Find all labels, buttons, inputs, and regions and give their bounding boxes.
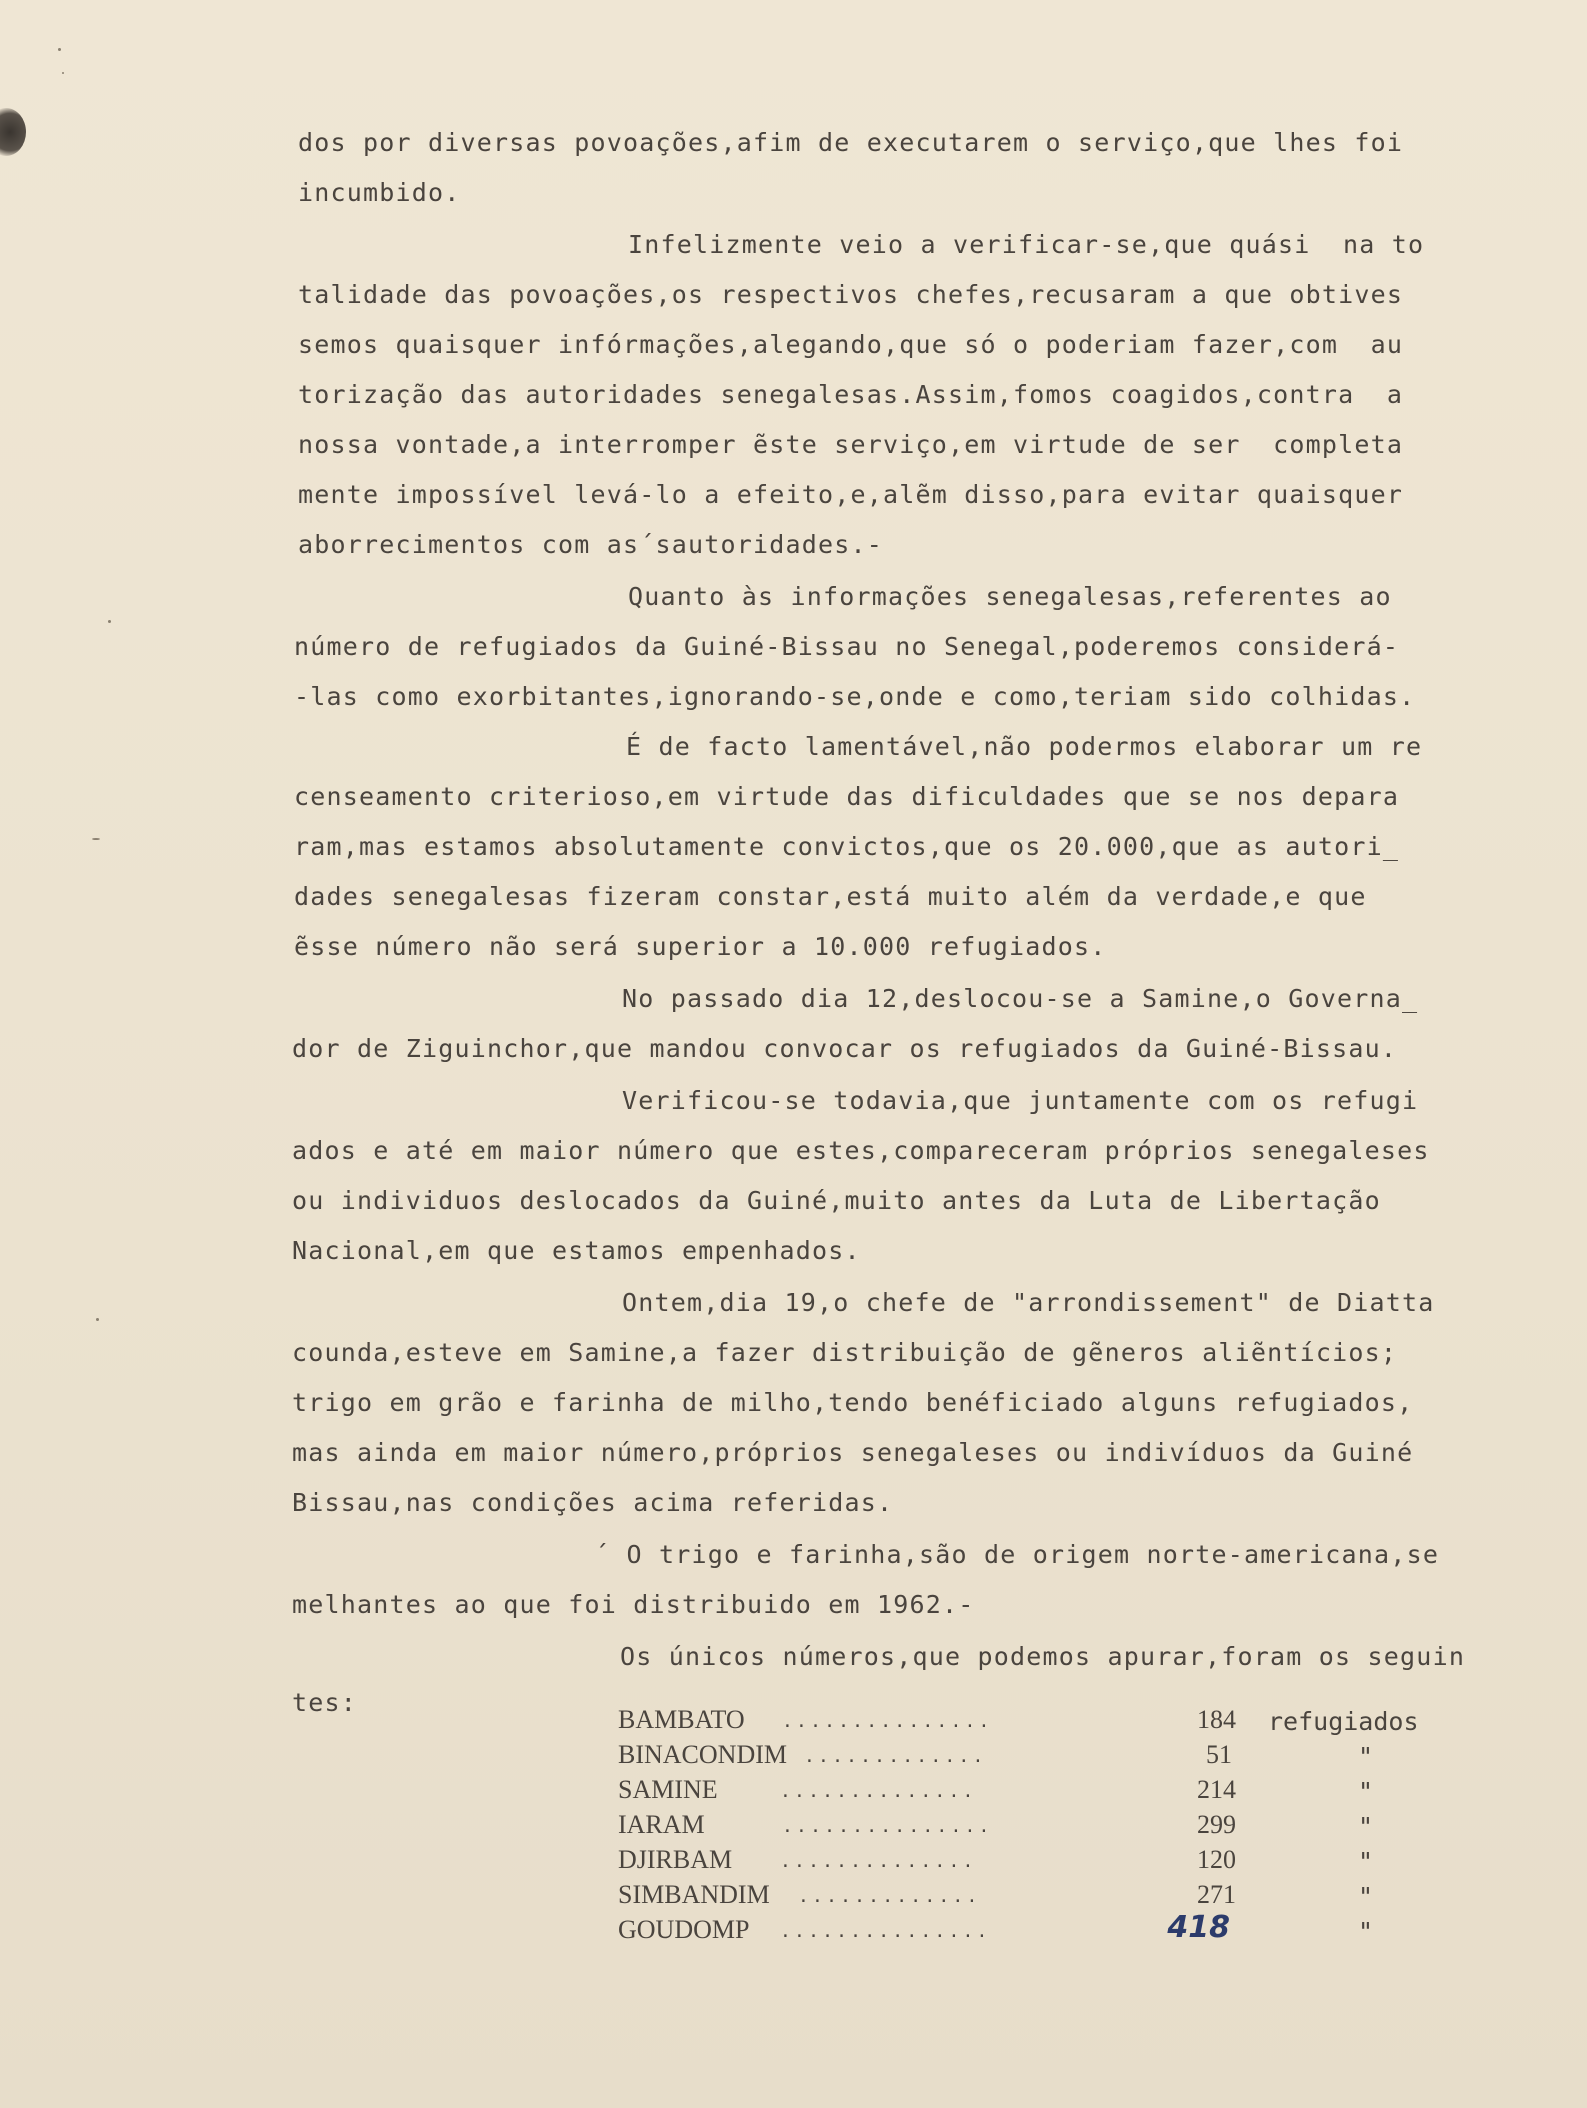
leader-dots: ............. bbox=[804, 1746, 987, 1767]
village-name: BINACONDIM bbox=[618, 1740, 787, 1769]
leader-dots: ............... bbox=[782, 1816, 993, 1837]
refugee-count: 184 bbox=[1197, 1705, 1236, 1734]
text-line: ´ O trigo e farinha,são de origem norte-americana,se bbox=[594, 1540, 1440, 1569]
refugee-count: 271 bbox=[1197, 1880, 1236, 1909]
refugee-count: 299 bbox=[1197, 1810, 1236, 1839]
text-line: ẽsse número não será superior a 10.000 refugiados. bbox=[294, 932, 1107, 961]
text-line: torização das autoridades senegalesas.Assim,fomos coagidos,contra a bbox=[298, 380, 1404, 409]
text-line: Bissau,nas condições acima referidas. bbox=[292, 1488, 894, 1517]
text-line: ram,mas estamos absolutamente convictos,que os 20.000,que as autori_ bbox=[294, 832, 1400, 861]
text-line: dor de Ziguinchor,que mandou convocar os refugiados da Guiné-Bissau. bbox=[292, 1034, 1398, 1063]
text-line: dades senegalesas fizeram constar,está muito além da verdade,e que bbox=[294, 882, 1367, 911]
text-line: melhantes ao que foi distribuido em 1962.- bbox=[292, 1590, 975, 1619]
village-name: BAMBATO bbox=[618, 1705, 745, 1734]
text-line: trigo em grão e farinha de milho,tendo benéficiado alguns refugiados, bbox=[292, 1388, 1414, 1417]
ditto-mark: " bbox=[1358, 1742, 1374, 1771]
leader-dots: .............. bbox=[780, 1781, 977, 1802]
village-name: SIMBANDIM bbox=[618, 1880, 770, 1909]
refugee-count: 51 bbox=[1206, 1740, 1232, 1769]
refugee-count-handwritten: 418 bbox=[1167, 1910, 1230, 1945]
village-name: GOUDOMP bbox=[618, 1915, 750, 1944]
village-name: DJIRBAM bbox=[618, 1845, 733, 1874]
text-line: mente impossível levá-lo a efeito,e,alẽm disso,para evitar quaisquer bbox=[298, 480, 1404, 509]
text-line: Infelizmente veio a verificar-se,que quási na to bbox=[628, 230, 1425, 259]
village-name: SAMINE bbox=[618, 1775, 718, 1804]
ditto-mark: " bbox=[1358, 1917, 1374, 1946]
text-line: dos por diversas povoações,afim de executarem o serviço,que lhes foi bbox=[298, 128, 1404, 157]
paper-speck bbox=[96, 1318, 99, 1321]
leader-dots: ............. bbox=[798, 1886, 981, 1907]
unit-label: refugiados bbox=[1268, 1707, 1419, 1736]
text-line: nossa vontade,a interromper ẽste serviço,em virtude de ser completa bbox=[298, 430, 1404, 459]
text-line: mas ainda em maior número,próprios senegaleses ou indivíduos da Guiné bbox=[292, 1438, 1414, 1467]
text-line: Nacional,em que estamos empenhados. bbox=[292, 1236, 861, 1265]
text-line: Verificou-se todavia,que juntamente com os refugi bbox=[622, 1086, 1419, 1115]
text-line: talidade das povoações,os respectivos chefes,recusaram a que obtives bbox=[298, 280, 1404, 309]
ditto-mark: " bbox=[1358, 1812, 1374, 1841]
text-line: aborrecimentos com as´sautoridades.- bbox=[298, 530, 884, 559]
text-line: ados e até em maior número que estes,compareceram próprios senegaleses bbox=[292, 1136, 1430, 1165]
text-line: censeamento criterioso,em virtude das dificuldades que se nos depara bbox=[294, 782, 1400, 811]
ditto-mark: " bbox=[1358, 1882, 1374, 1911]
leader-dots: .............. bbox=[780, 1851, 977, 1872]
ditto-mark: " bbox=[1358, 1777, 1374, 1806]
text-line: -las como exorbitantes,ignorando-se,onde e como,teriam sido colhidas. bbox=[294, 682, 1416, 711]
leader-dots: ............... bbox=[782, 1711, 993, 1732]
text-line: É de facto lamentável,não podermos elaborar um re bbox=[626, 732, 1423, 761]
text-line: Os únicos números,que podemos apurar,foram os seguin bbox=[620, 1642, 1466, 1671]
text-line: Quanto às informações senegalesas,referentes ao bbox=[628, 582, 1392, 611]
paper-speck bbox=[92, 838, 100, 840]
refugee-count: 214 bbox=[1197, 1775, 1236, 1804]
leader-dots: ............... bbox=[780, 1921, 991, 1942]
text-line: ou individuos deslocados da Guiné,muito antes da Luta de Libertação bbox=[292, 1186, 1381, 1215]
text-line: No passado dia 12,deslocou-se a Samine,o Governa_ bbox=[622, 984, 1419, 1013]
text-line: tes: bbox=[292, 1688, 358, 1717]
text-line: counda,esteve em Samine,a fazer distribuição de gẽneros aliẽntícios; bbox=[292, 1338, 1398, 1367]
text-line: Ontem,dia 19,o chefe de "arrondissement" de Diatta bbox=[622, 1288, 1435, 1317]
village-name: IARAM bbox=[618, 1810, 705, 1839]
text-line: semos quaisquer infórmações,alegando,que só o poderiam fazer,com au bbox=[298, 330, 1404, 359]
paper-speck bbox=[108, 620, 111, 623]
refugee-count: 120 bbox=[1197, 1845, 1236, 1874]
text-line: número de refugiados da Guiné-Bissau no Senegal,poderemos considerá- bbox=[294, 632, 1400, 661]
ditto-mark: " bbox=[1358, 1847, 1374, 1876]
text-line: incumbido. bbox=[298, 178, 461, 207]
